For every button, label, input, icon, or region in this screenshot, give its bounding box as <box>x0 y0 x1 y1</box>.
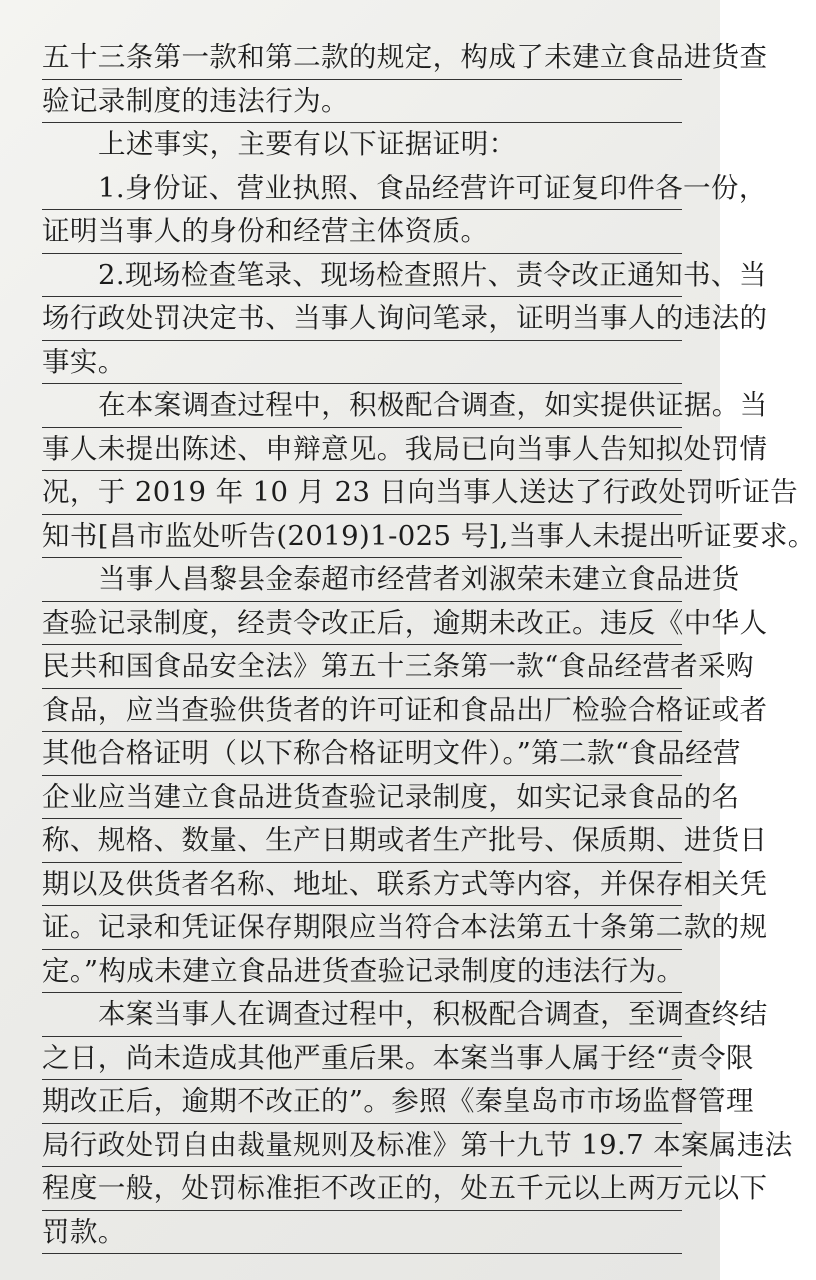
text-line-9: 在本案调查过程中，积极配合调查，如实提供证据。当 <box>42 384 682 428</box>
text-line-7: 场行政处罚决定书、当事人询问笔录，证明当事人的违法的 <box>42 297 682 341</box>
text-line-4: 1.身份证、营业执照、食品经营许可证复印件各一份， <box>42 167 682 211</box>
text-line-24: 之日，尚未造成其他严重后果。本案当事人属于经“责令限 <box>42 1037 682 1081</box>
document-body <box>42 36 816 1254</box>
text-line-6: 2.现场检查笔录、现场检查照片、责令改正通知书、当 <box>42 254 682 298</box>
text-line-15: 民共和国食品安全法》第五十三条第一款“食品经营者采购 <box>42 645 682 689</box>
text-line-5: 证明当事人的身份和经营主体资质。 <box>42 210 682 254</box>
text-line-3: 上述事实，主要有以下证据证明： <box>98 128 517 160</box>
text-line-11: 况，于 2019 年 10 月 23 日向当事人送达了行政处罚听证告 <box>42 471 682 515</box>
text-line-25: 期改正后，逾期不改正的”。参照《秦皇岛市市场监督管理 <box>42 1080 682 1124</box>
text-line-23: 本案当事人在调查过程中，积极配合调查，至调查终结 <box>42 993 682 1037</box>
text-line-17: 其他合格证明（以下称合格证明文件）。”第二款“食品经营 <box>42 732 682 776</box>
text-line-28: 罚款。 <box>42 1211 682 1255</box>
text-line-8: 事实。 <box>42 341 682 385</box>
text-line-13: 当事人昌黎县金泰超市经营者刘淑荣未建立食品进货 <box>42 558 682 602</box>
text-line-16: 食品，应当查验供货者的许可证和食品出厂检验合格证或者 <box>42 689 682 733</box>
text-line-22: 定。”构成未建立食品进货查验记录制度的违法行为。 <box>42 950 682 994</box>
text-line-26: 局行政处罚自由裁量规则及标准》第十九节 19.7 本案属违法 <box>42 1124 682 1168</box>
text-line-10: 事人未提出陈述、申辩意见。我局已向当事人告知拟处罚情 <box>42 428 682 472</box>
text-line-19: 称、规格、数量、生产日期或者生产批号、保质期、进货日 <box>42 819 682 863</box>
text-line-27: 程度一般，处罚标准拒不改正的，处五千元以上两万元以下 <box>42 1167 682 1211</box>
text-line-1: 五十三条第一款和第二款的规定，构成了未建立食品进货查 <box>42 36 682 80</box>
text-line-2: 验记录制度的违法行为。 <box>42 80 682 124</box>
text-line-14: 查验记录制度，经责令改正后，逾期未改正。违反《中华人 <box>42 602 682 646</box>
text-line-12: 知书[昌市监处听告(2019)1-025 号],当事人未提出听证要求。 <box>42 515 682 559</box>
text-line-21: 证。记录和凭证保存期限应当符合本法第五十条第二款的规 <box>42 906 682 950</box>
text-line-20: 期以及供货者名称、地址、联系方式等内容，并保存相关凭 <box>42 863 682 907</box>
text-line-18: 企业应当建立食品进货查验记录制度，如实记录食品的名 <box>42 776 682 820</box>
